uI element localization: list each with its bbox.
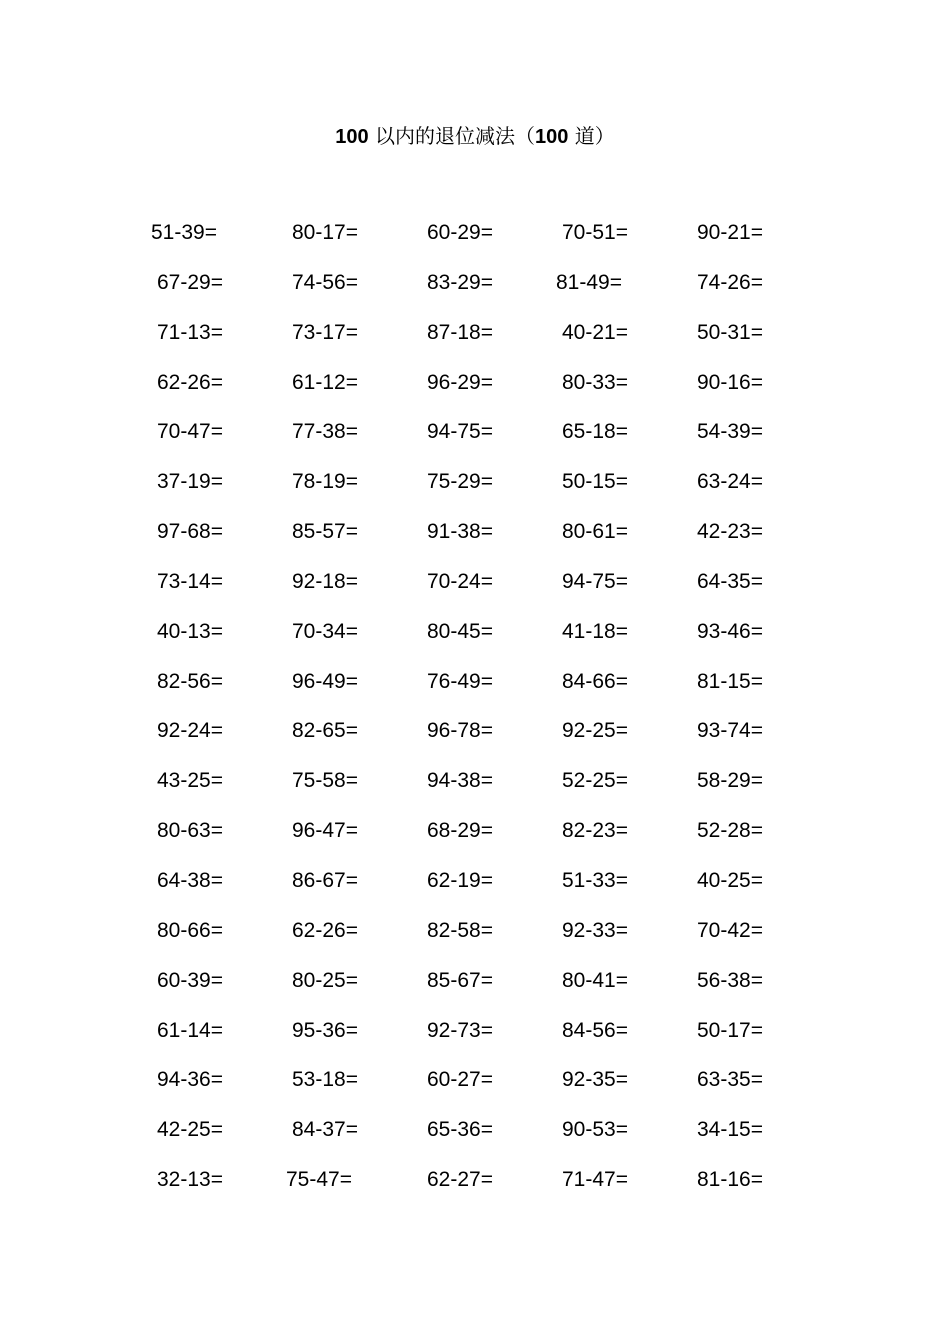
problem-row — [0, 617, 950, 667]
problem-row — [0, 667, 950, 717]
problem-item: 73-14= — [157, 569, 223, 593]
problem-item: 75-47= — [286, 1168, 352, 1192]
problem-item: 70-47= — [157, 420, 223, 444]
problem-item: 37-19= — [157, 470, 223, 494]
problem-item: 75-29= — [427, 470, 493, 494]
problem-item: 42-23= — [697, 520, 763, 544]
problem-item: 80-25= — [292, 968, 358, 992]
problem-item: 93-74= — [697, 719, 763, 743]
problem-item: 50-15= — [562, 470, 628, 494]
problem-item: 90-16= — [697, 370, 763, 394]
title-count: 100 — [535, 126, 569, 148]
problem-item: 50-31= — [697, 320, 763, 344]
problem-item: 96-78= — [427, 719, 493, 743]
problem-item: 92-25= — [562, 719, 628, 743]
problem-item: 32-13= — [157, 1168, 223, 1192]
problem-item: 92-73= — [427, 1018, 493, 1042]
problem-item: 87-18= — [427, 320, 493, 344]
title-prefix: 100 — [335, 126, 369, 148]
problem-item: 68-29= — [427, 819, 493, 843]
problem-item: 71-13= — [157, 320, 223, 344]
problem-item: 80-63= — [157, 819, 223, 843]
problem-item: 81-49= — [556, 270, 622, 294]
problem-item: 92-24= — [157, 719, 223, 743]
problem-row — [0, 1165, 950, 1215]
problem-item: 84-37= — [292, 1118, 358, 1142]
problem-item: 85-57= — [292, 520, 358, 544]
problem-item: 54-39= — [697, 420, 763, 444]
problem-row — [0, 567, 950, 617]
problem-item: 81-16= — [697, 1168, 763, 1192]
problem-row — [0, 368, 950, 418]
problem-item: 92-33= — [562, 918, 628, 942]
problem-item: 42-25= — [157, 1118, 223, 1142]
problem-item: 80-17= — [292, 221, 358, 244]
problem-item: 74-56= — [292, 270, 358, 294]
problem-item: 52-28= — [697, 819, 763, 843]
problem-item: 82-23= — [562, 819, 628, 843]
problem-item: 64-35= — [697, 569, 763, 593]
problem-item: 34-15= — [697, 1118, 763, 1142]
problem-item: 74-26= — [697, 270, 763, 294]
problem-item: 40-25= — [697, 868, 763, 892]
problem-item: 51-33= — [562, 868, 628, 892]
problem-row — [0, 866, 950, 916]
problem-item: 70-51= — [562, 221, 628, 244]
problem-item: 94-75= — [427, 420, 493, 444]
problem-item: 40-21= — [562, 320, 628, 344]
page-title — [0, 122, 950, 151]
problem-item: 91-38= — [427, 520, 493, 544]
title-suffix: 道） — [574, 124, 615, 148]
problem-item: 81-15= — [697, 669, 763, 693]
problem-item: 62-26= — [292, 918, 358, 942]
problem-item: 96-49= — [292, 669, 358, 693]
problem-item: 76-49= — [427, 669, 493, 693]
problem-row — [0, 268, 950, 318]
problem-item: 65-36= — [427, 1118, 493, 1142]
problem-item: 96-29= — [427, 370, 493, 394]
problem-item: 62-27= — [427, 1168, 493, 1192]
problem-item: 41-18= — [562, 619, 628, 643]
problem-item: 63-24= — [697, 470, 763, 494]
problem-item: 64-38= — [157, 868, 223, 892]
problem-row — [0, 816, 950, 866]
problem-item: 52-25= — [562, 769, 628, 793]
problem-row — [0, 966, 950, 1016]
problem-grid — [0, 218, 950, 1215]
problem-row — [0, 318, 950, 368]
problem-item: 94-75= — [562, 569, 628, 593]
problem-item: 60-39= — [157, 968, 223, 992]
problem-item: 82-58= — [427, 918, 493, 942]
problem-item: 78-19= — [292, 470, 358, 494]
problem-item: 97-68= — [157, 520, 223, 544]
problem-item: 94-36= — [157, 1068, 223, 1092]
problem-row — [0, 716, 950, 766]
problem-item: 62-26= — [157, 370, 223, 394]
problem-item: 43-25= — [157, 769, 223, 793]
problem-row — [0, 417, 950, 467]
problem-item: 61-12= — [292, 370, 358, 394]
problem-item: 63-35= — [697, 1068, 763, 1092]
problem-item: 80-33= — [562, 370, 628, 394]
problem-item: 62-19= — [427, 868, 493, 892]
problem-item: 73-17= — [292, 320, 358, 344]
problem-item: 90-21= — [697, 221, 763, 244]
problem-item: 61-14= — [157, 1018, 223, 1042]
problem-item: 70-24= — [427, 569, 493, 593]
problem-item: 82-56= — [157, 669, 223, 693]
problem-item: 75-58= — [292, 769, 358, 793]
problem-row — [0, 218, 950, 268]
problem-item: 80-66= — [157, 918, 223, 942]
problem-row — [0, 916, 950, 966]
problem-item: 65-18= — [562, 420, 628, 444]
problem-item: 80-41= — [562, 968, 628, 992]
problem-item: 96-47= — [292, 819, 358, 843]
title-middle: 以内的退位减法（ — [375, 124, 535, 148]
problem-row — [0, 1115, 950, 1165]
problem-item: 53-18= — [292, 1068, 358, 1092]
problem-item: 84-66= — [562, 669, 628, 693]
problem-row — [0, 517, 950, 567]
problem-item: 58-29= — [697, 769, 763, 793]
problem-item: 84-56= — [562, 1018, 628, 1042]
problem-item: 77-38= — [292, 420, 358, 444]
problem-item: 86-67= — [292, 868, 358, 892]
problem-row — [0, 467, 950, 517]
problem-item: 95-36= — [292, 1018, 358, 1042]
problem-row — [0, 766, 950, 816]
problem-item: 70-34= — [292, 619, 358, 643]
problem-item: 93-46= — [697, 619, 763, 643]
problem-item: 70-42= — [697, 918, 763, 942]
problem-item: 60-29= — [427, 221, 493, 244]
problem-item: 85-67= — [427, 968, 493, 992]
problem-item: 51-39= — [151, 221, 217, 244]
problem-item: 94-38= — [427, 769, 493, 793]
problem-item: 40-13= — [157, 619, 223, 643]
problem-item: 80-61= — [562, 520, 628, 544]
problem-item: 90-53= — [562, 1118, 628, 1142]
problem-item: 50-17= — [697, 1018, 763, 1042]
problem-row — [0, 1065, 950, 1115]
problem-item: 92-35= — [562, 1068, 628, 1092]
problem-item: 92-18= — [292, 569, 358, 593]
problem-item: 60-27= — [427, 1068, 493, 1092]
problem-item: 83-29= — [427, 270, 493, 294]
problem-row — [0, 1016, 950, 1066]
problem-item: 80-45= — [427, 619, 493, 643]
problem-item: 71-47= — [562, 1168, 628, 1192]
problem-item: 67-29= — [157, 270, 223, 294]
problem-item: 82-65= — [292, 719, 358, 743]
problem-item: 56-38= — [697, 968, 763, 992]
